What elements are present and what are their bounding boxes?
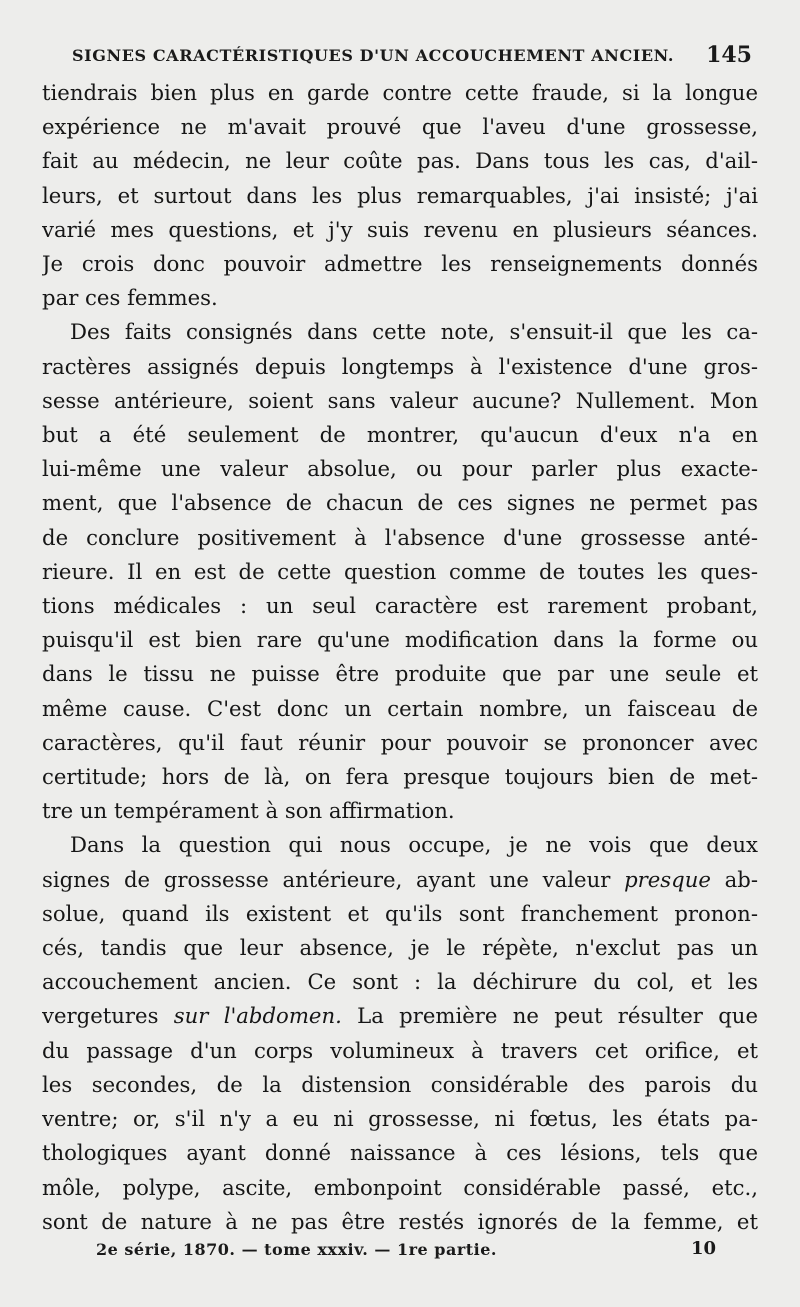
text-line: Je crois donc pouvoir admettre les renseignements donnés xyxy=(42,251,758,277)
text-line: ventre; or, s'il n'y a eu ni grossesse, ni fœtus, les états pa- xyxy=(42,1106,758,1132)
text-line: sont de nature à ne pas être restés ignorés de la femme, et xyxy=(42,1208,758,1234)
page-footer xyxy=(96,1238,716,1266)
text-line: Dans la question qui nous occupe, je ne vois que deux xyxy=(70,832,758,858)
text-line: les secondes, de la distension considérable des parois du xyxy=(42,1071,758,1097)
text-line: rieure. Il en est de cette question comme de toutes les ques- xyxy=(42,558,758,584)
footer-series-line: 2e série, 1870. — tome xxxiv. — 1re partie. xyxy=(96,1240,497,1259)
text-line: puisqu'il est bien rare qu'une modification dans la forme ou xyxy=(42,627,758,653)
text-line: tions médicales : un seul caractère est rarement probant, xyxy=(42,593,758,619)
text-line: de conclure positivement à l'absence d'une grossesse anté- xyxy=(42,524,758,550)
text-line: certitude; hors de là, on fera presque toujours bien de met- xyxy=(42,764,758,790)
page-number: 145 xyxy=(706,42,752,68)
text-line: Des faits consignés dans cette note, s'ensuit-il que les ca- xyxy=(70,319,758,345)
text-line: ractères assignés depuis longtemps à l'existence d'une gros- xyxy=(42,353,758,379)
text-line-with-italic xyxy=(42,863,758,897)
text-line: lui-même une valeur absolue, ou pour parler plus exacte- xyxy=(42,456,758,482)
text-line: ment, que l'absence de chacun de ces signes ne permet pas xyxy=(42,490,758,516)
italic-word: presque xyxy=(624,866,711,892)
text-line: fait au médecin, ne leur coûte pas. Dans tous les cas, d'ail- xyxy=(42,148,758,174)
text-line: thologiques ayant donné naissance à ces lésions, tels que xyxy=(42,1140,758,1166)
text-line: sesse antérieure, soient sans valeur aucune? Nullement. Mon xyxy=(42,387,758,413)
text-line: tiendrais bien plus en garde contre cette fraude, si la longue xyxy=(42,80,758,105)
page-header xyxy=(72,40,752,76)
text-line: leurs, et surtout dans les plus remarquables, j'ai insisté; j'ai xyxy=(42,182,758,208)
italic-phrase: sur l'abdomen. xyxy=(173,1003,342,1029)
text-line: même cause. C'est donc un certain nombre, un faisceau de xyxy=(42,695,758,721)
text-line-with-italic xyxy=(42,999,758,1033)
text-line: par ces femmes. xyxy=(42,285,218,311)
text-line: varié mes questions, et j'y suis revenu en plusieurs séances. xyxy=(42,216,758,242)
text-line: du passage d'un corps volumineux à travers cet orifice, et xyxy=(42,1037,758,1063)
text-line: expérience ne m'avait prouvé que l'aveu d'une grossesse, xyxy=(42,114,758,140)
text-segment: signes de grossesse antérieure, ayant une valeur xyxy=(42,866,625,892)
running-title: SIGNES CARACTÉRISTIQUES D'UN ACCOUCHEMENT ANCIEN. xyxy=(72,46,675,65)
text-segment: vergetures xyxy=(42,1003,174,1029)
text-line: solue, quand ils existent et qu'ils sont franchement pronon- xyxy=(42,900,758,926)
text-line: accouchement ancien. Ce sont : la déchirure du col, et les xyxy=(42,969,758,995)
text-line: môle, polype, ascite, embonpoint considérable passé, etc., xyxy=(42,1174,758,1200)
text-line: but a été seulement de montrer, qu'aucun d'eux n'a en xyxy=(42,422,758,448)
text-line: caractères, qu'il faut réunir pour pouvoir se prononcer avec xyxy=(42,729,758,755)
text-line: dans le tissu ne puisse être produite que par une seule et xyxy=(42,661,758,687)
text-line: cés, tandis que leur absence, je le répète, n'exclut pas un xyxy=(42,935,758,961)
text-segment: La première ne peut résulter que xyxy=(341,1003,758,1029)
text-line: tre un tempérament à son affirmation. xyxy=(42,798,455,824)
body-text xyxy=(42,76,758,1239)
signature-mark: 10 xyxy=(690,1238,716,1259)
text-segment: ab- xyxy=(710,866,758,892)
